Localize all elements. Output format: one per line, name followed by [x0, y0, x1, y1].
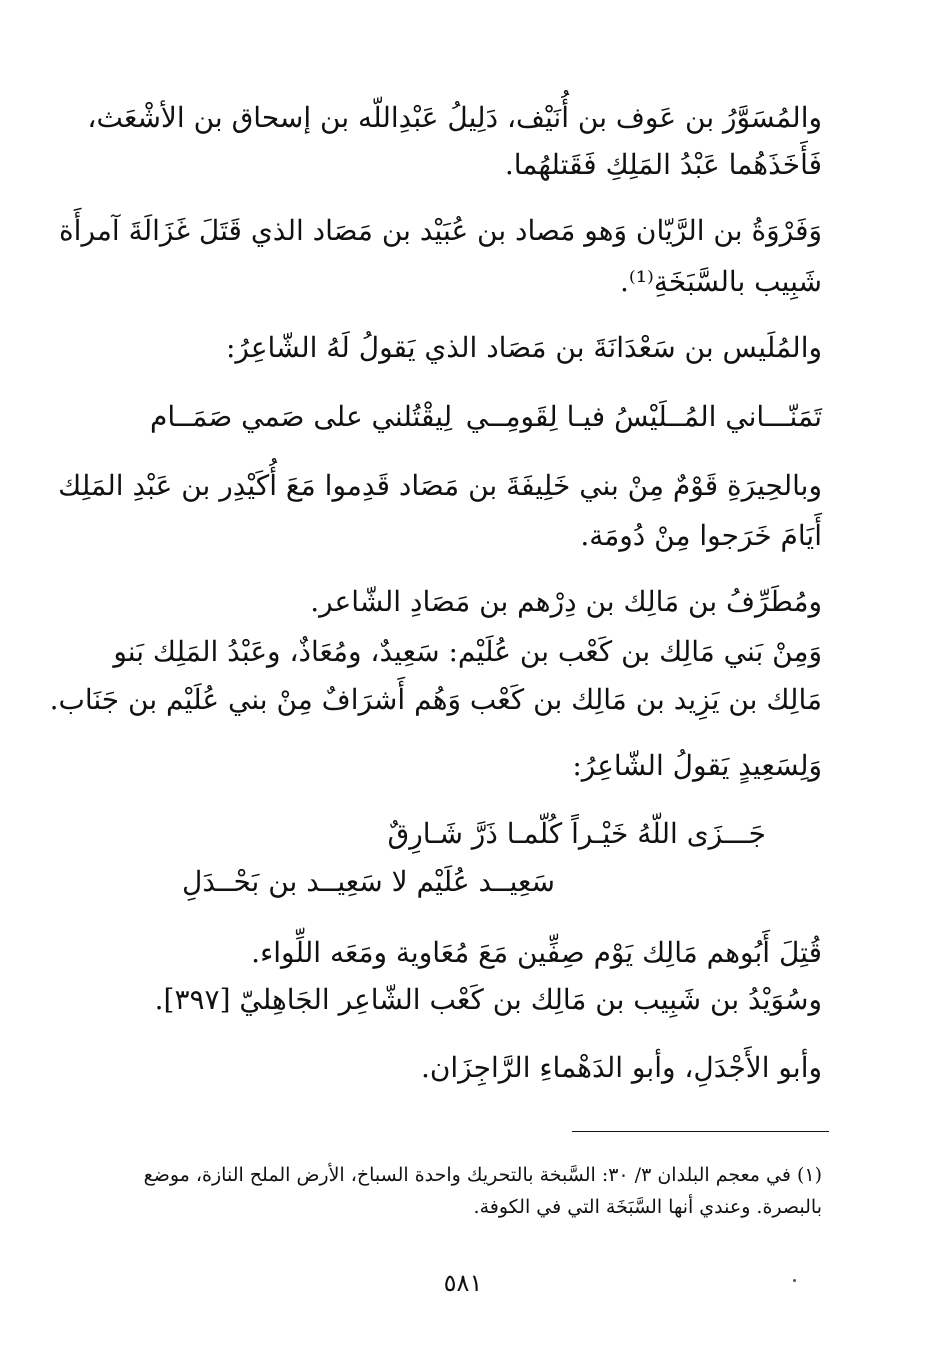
text-line: شَبِيب بالسَّبَخَةِ⁽¹⁾. — [619, 265, 822, 298]
text-line: فَأَخَذَهُما عَبْدُ المَلِكِ فَقَتلهُما. — [504, 148, 822, 181]
text-line: أَيَامَ خَرَجوا مِنْ دُومَة. — [580, 519, 822, 552]
text-line: والمُلَيس بن سَعْدَانَةَ بن مَصَاد الذي يَقولُ لَهُ الشّاعِرُ: — [225, 331, 822, 364]
footnote-divider — [572, 1131, 829, 1132]
text-line: وأبو الأَجْدَلِ، وأبو الدَهْماءِ الرَّاجِزَان. — [420, 1051, 822, 1084]
text-line: قُتِلَ أَبُوهم مَالِك يَوْم صِفِّين مَعَ مُعَاوية ومَعَه اللِّواء. — [251, 936, 822, 969]
text-line: وَفَرْوَةُ بن الرَّيّان وَهو مَصاد بن عُبَيْد بن مَصَاد الذي قَتَلَ غَزَالَةَ آمرأَة — [59, 214, 822, 247]
text-line: ومُطَرِّفُ بن مَالِك بن دِرْهم بن مَصَادِ الشّاعر. — [310, 585, 822, 618]
text-line: وَمِنْ بَني مَالِك بن كَعْب بن عُلَيْم: سَعِيدٌ، ومُعَاذٌ، وعَبْدُ المَلِك بَنو — [113, 635, 822, 668]
footnote-line: بالبصرة. وعندي أنها السَّبَخَة التي في الكوفة. — [473, 1196, 822, 1218]
page-number: ٥٨١ — [443, 1269, 483, 1297]
verse-second-half: سَعِيــد عُلَيْم لا سَعِيــد بن بَحْــدَلِ — [182, 865, 555, 898]
text-line: وَلِسَعِيدٍ يَقولُ الشّاعِرُ: — [572, 749, 822, 782]
text-line: وبالحِيرَةِ قَوْمٌ مِنْ بني خَلِيفَةَ بن مَصَاد قَدِموا مَعَ أُكَيْدِر بن عَبْدِ المَلِك — [58, 469, 822, 502]
verse-second-half: لِيقْتُلني على صَمي صَمَــام — [150, 400, 453, 433]
text-line: وسُوَيْدُ بن شَبِيب بن مَالِك بن كَعْب الشّاعِر الجَاهِليّ [٣٩٧]. — [154, 983, 822, 1016]
verse-first-half: تَمَنّـــاني المُــلَيْسُ فيـا لِقَومِــي — [465, 400, 822, 433]
scan-speck — [793, 1279, 796, 1282]
text-line: والمُسَوَّرُ بن عَوف بن أُنَيْف، دَلِيلُ عَبْدِاللّه بن إسحاق بن الأشْعَث، — [87, 101, 822, 134]
text-line: مَالِك بن يَزِيد بن مَالِك بن كَعْب وَهُم أَشرَافٌ مِنْ بني عُلَيْم بن جَنَاب. — [49, 683, 822, 716]
verse-first-half: جَـــزَى اللّهُ خَيْـراً كُلّمـا ذَرَّ شَـارِقٌ — [387, 817, 766, 850]
footnote-line: (١) في معجم البلدان ٣/ ٣٠: السَّبخة بالتحريك واحدة السباخ، الأرض الملح النازة، موضع — [143, 1164, 822, 1186]
